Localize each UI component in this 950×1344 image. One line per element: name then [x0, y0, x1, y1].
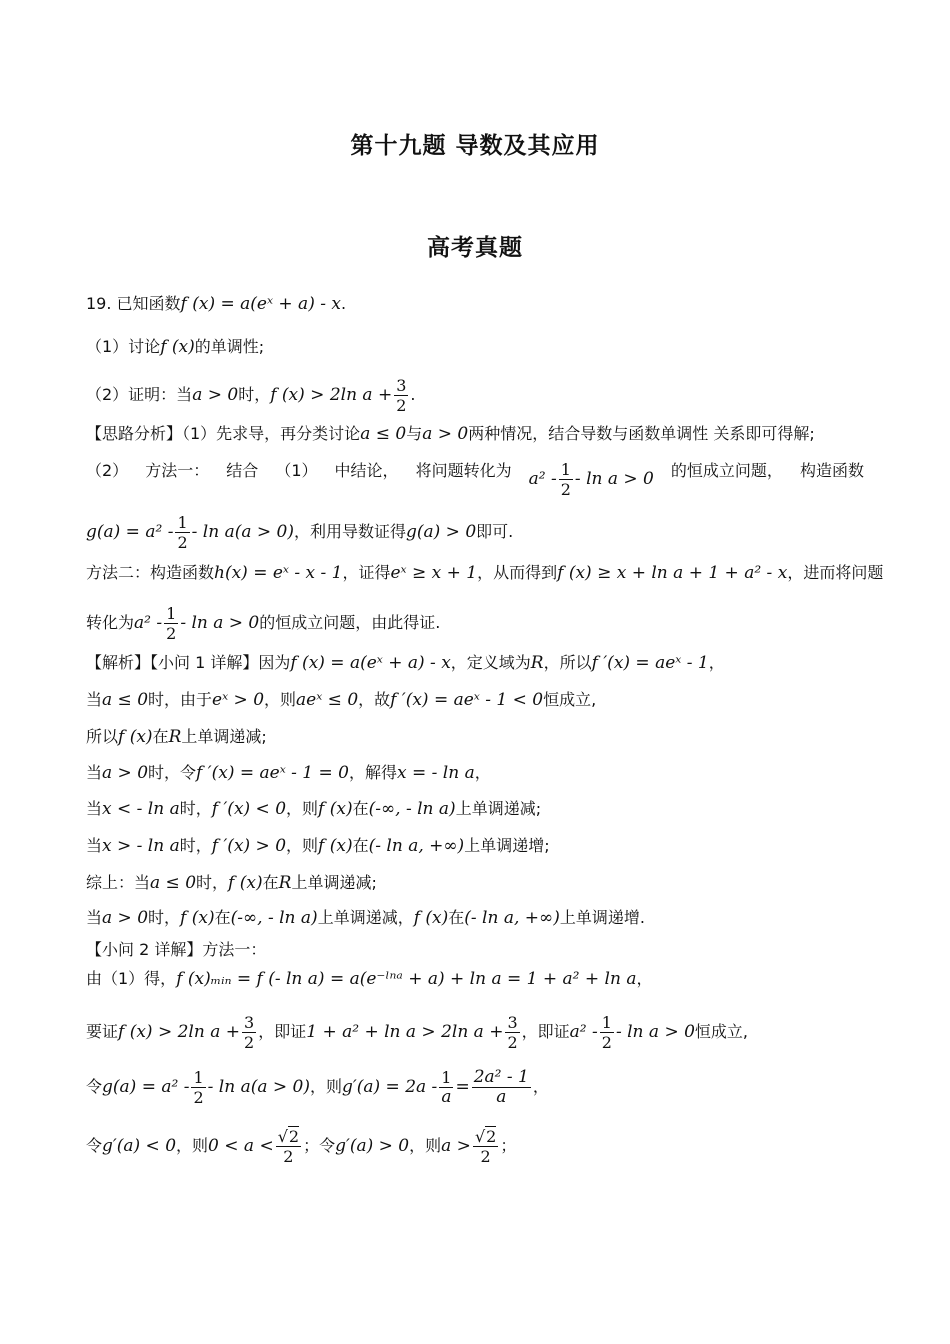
question-1: （1）讨论f (x)的单调性;	[86, 337, 265, 357]
analysis-line-1: 【思路分析】（1）先求导，再分类讨论a ≤ 0与a > 0两种情况，结合导数与函数单调性 关系即可得解;	[86, 424, 815, 444]
solution-line-12: 令g(a) = a² - $\frac{1}{2}$ - ln a(a > 0)，则g′(a) = 2a - $\frac{1}{a}$ = $\frac{\text{2a² - 1}}{a}$ ，	[86, 1067, 549, 1107]
solution-line-4: 当a > 0时，令f ′(x) = aeˣ - 1 = 0，解得x = - ln a，	[86, 763, 491, 783]
solution-line-5: 当x < - ln a时，f ′(x) < 0，则f (x)在(-∞, - ln a)上单调递减;	[86, 799, 542, 819]
page-title: 第十九题 导数及其应用	[350, 133, 600, 159]
question-2: （2）证明：当a > 0时，f (x) > 2ln a + $\frac{3}{2}$ .	[86, 376, 416, 415]
section-title: 高考真题	[427, 235, 523, 261]
analysis-line-5: 转化为a² - $\frac{1}{2}$ - ln a > 0的恒成立问题，由此得证.	[86, 604, 441, 643]
solution-line-1: 【解析】【小问 1 详解】因为f (x) = a(eˣ + a) - x，定义域为R，所以f ′(x) = aeˣ - 1，	[86, 653, 725, 673]
solution-line-11: 要证f (x) > 2ln a + $\frac{3}{2}$ ，即证1 + a² + ln a > 2ln a + $\frac{3}{2}$ ，即证a² - $\frac{1}{2}$ - ln a > 0恒成立,	[86, 1013, 749, 1052]
solution-line-3: 所以f (x)在R上单调递减;	[86, 727, 267, 747]
problem-stem: 19. 已知函数f (x) = a(eˣ + a) - x.	[86, 294, 347, 314]
solution-line-6: 当x > - ln a时，f ′(x) > 0，则f (x)在(- ln a, +∞)上单调递增;	[86, 836, 550, 856]
analysis-line-3: g(a) = a² - $\frac{1}{2}$ - ln a(a > 0)，利用导数证得g(a) > 0即可.	[86, 513, 514, 552]
solution-line-7: 综上：当a ≤ 0时，f (x)在R上单调递减;	[86, 873, 377, 893]
solution-line-8: 当a > 0时，f (x)在(-∞, - ln a)上单调递减，f (x)在(- ln a, +∞)上单调递增.	[86, 908, 645, 928]
solution-line-10: 由（1）得，f (x)ₘᵢₙ = f (- ln a) = a(e⁻ˡⁿᵃ + a) + ln a = 1 + a² + ln a，	[86, 969, 653, 989]
solution-part2-heading: 【小问 2 详解】方法一：	[86, 940, 267, 959]
fraction: $\frac{3}{2}$	[396, 376, 407, 415]
solution-line-13: 令g′(a) < 0，则0 < a < $\frac{√2}{2}$ ；令g′(a) > 0，则a > $\frac{√2}{2}$ ；	[86, 1127, 517, 1166]
solution-line-2: 当a ≤ 0时，由于eˣ > 0，则aeˣ ≤ 0，故f ′(x) = aeˣ - 1 < 0恒成立,	[86, 690, 597, 710]
analysis-line-2: （2） 方法一： 结合 （1） 中结论， 将问题转化为 a² - $\frac{1}{2}$ - ln a > 0 的恒成立问题， 构造函数	[86, 460, 864, 499]
analysis-line-4: 方法二：构造函数h(x) = eˣ - x - 1，证得eˣ ≥ x + 1，从而得到f (x) ≥ x + ln a + 1 + a² - x，进而将问题	[86, 563, 884, 583]
